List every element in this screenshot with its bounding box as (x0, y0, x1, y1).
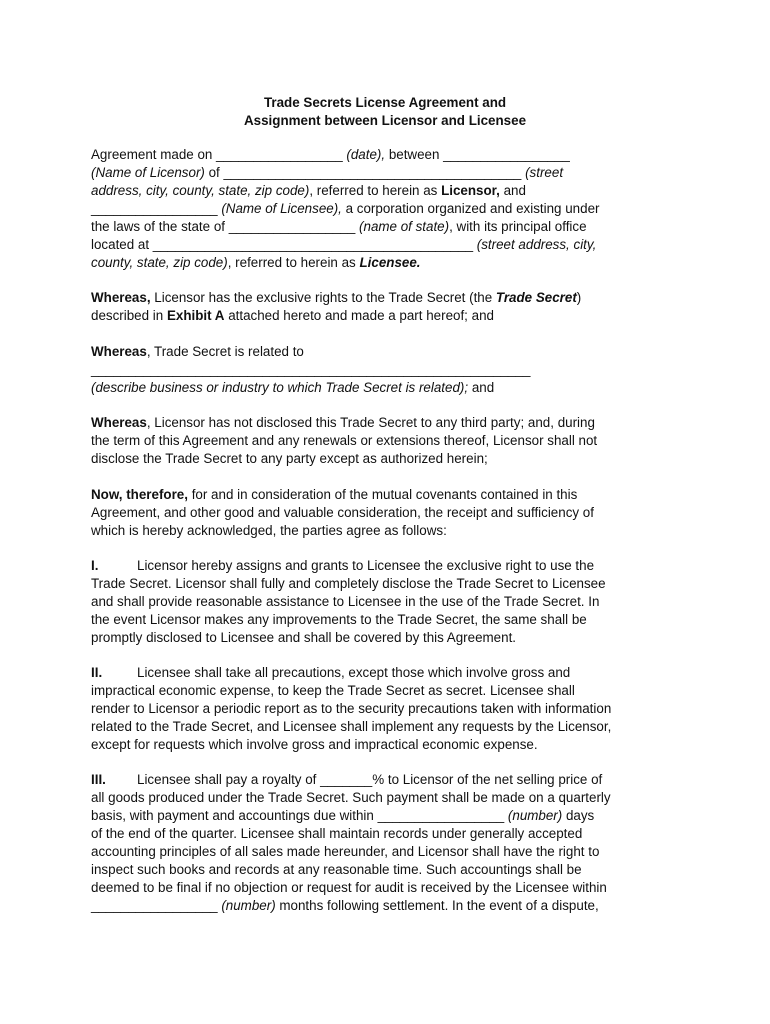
section1-line-2: Trade Secret. Licensor shall fully and completely disclose the Trade Secret to Licensee (91, 576, 606, 591)
section2-line-4: related to the Trade Secret, and Licensee shall implement any requests by the Licensor, (91, 719, 612, 734)
section1-line-3: and shall provide reasonable assistance to Licensee in the use of the Trade Secret. In (91, 594, 600, 609)
whereas2-line-1: Whereas, Trade Secret is related to (91, 344, 304, 359)
section1-number: I. (91, 558, 99, 573)
section3-line-7: deemed to be final if no objection or request for audit is received by the Licensee within (91, 880, 607, 895)
section1-line-4: the event Licensor makes any improvements to the Trade Secret, the same shall be (91, 612, 587, 627)
intro-line-7: county, state, zip code), referred to herein as Licensee. (91, 255, 421, 270)
document-title (0, 94, 770, 130)
whereas1-line-2: described in Exhibit A attached hereto and made a part hereof; and (91, 308, 494, 323)
section2-line-5: except for requests which involve gross and impractical economic expense. (91, 737, 538, 752)
title-line-1: Trade Secrets License Agreement and (263, 95, 507, 110)
whereas3-line-2: the term of this Agreement and any renewals or extensions thereof, Licensor shall not (91, 433, 598, 448)
section3-line-3: basis, with payment and accountings due within _________________ (number) days (91, 808, 595, 823)
section2-line-3: render to Licensor a periodic report as to the security precautions taken with information (91, 701, 612, 716)
section1-line-5: promptly disclosed to Licensee and shall be covered by this Agreement. (91, 630, 517, 645)
section3-number: III. (91, 772, 106, 787)
section1-line-1: I. Licensor hereby assigns and grants to Licensee the exclusive right to use the (91, 558, 595, 573)
section3-line-2: all goods produced under the Trade Secret. Such payment shall be made on a quarterly (91, 790, 611, 805)
section3-line-4: of the end of the quarter. Licensee shall maintain records under generally accepted (91, 826, 583, 841)
intro-line-6: located at ___________________________________________ (street address, city, (91, 237, 597, 252)
section3-line-5: accounting principles of all sales made hereunder, and Licensor shall have the right to (91, 844, 600, 859)
intro-line-3: address, city, county, state, zip code), referred to herein as Licensor, and (91, 183, 526, 198)
intro-line-1: Agreement made on _________________ (date), between _________________ (91, 147, 570, 162)
now-therefore-line-1: Now, therefore, for and in consideration of the mutual covenants contained in this (91, 487, 578, 502)
intro-line-2: (Name of Licensor) of ________________________________________ (street (91, 165, 564, 180)
whereas1-line-1: Whereas, Licensor has the exclusive rights to the Trade Secret (the Trade Secret) (91, 290, 582, 305)
whereas3-line-3: disclose the Trade Secret to any party except as authorized herein; (91, 451, 488, 466)
section2-number: II. (91, 665, 103, 680)
section3-line-6: inspect such books and records at any reasonable time. Such accountings shall be (91, 862, 582, 877)
now-therefore-line-2: Agreement, and other good and valuable consideration, the receipt and sufficiency of (91, 505, 594, 520)
now-therefore-line-3: which is hereby acknowledged, the parties agree as follows: (91, 523, 447, 538)
intro-line-5: the laws of the state of _________________ (name of state), with its principal office (91, 219, 587, 234)
section2-line-2: impractical economic expense, to keep the Trade Secret as secret. Licensee shall (91, 683, 575, 698)
section2-line-1: II. Licensee shall take all precautions, except those which involve gross and (91, 665, 571, 680)
section3-line-1: III. Licensee shall pay a royalty of _______% to Licensor of the net selling price of (91, 772, 603, 787)
title-line-2: Assignment between Licensor and Licensee (243, 113, 527, 128)
intro-line-4: _________________ (Name of Licensee), a corporation organized and existing under (91, 201, 600, 216)
whereas3-line-1: Whereas, Licensor has not disclosed this Trade Secret to any third party; and, during (91, 415, 595, 430)
whereas2-line-2: ___________________________________________________________ (91, 362, 531, 377)
whereas2-line-3: (describe business or industry to which Trade Secret is related); and (91, 380, 495, 395)
section3-line-8: _________________ (number) months following settlement. In the event of a dispute, (91, 898, 599, 913)
